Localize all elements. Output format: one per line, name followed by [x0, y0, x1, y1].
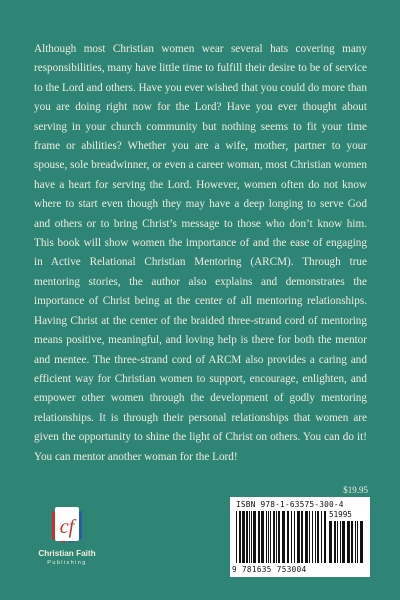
barcode-bar [258, 511, 260, 563]
barcode-bar [315, 511, 316, 563]
barcode-bar [337, 521, 338, 563]
barcode-bar [294, 511, 295, 563]
barcode-bar [317, 511, 319, 563]
barcode-bar [329, 521, 332, 563]
barcode-bar [357, 521, 358, 563]
ean-digits: 9 781635 753004 [232, 565, 307, 574]
barcode-bar [287, 511, 289, 563]
barcode-bar [239, 511, 241, 563]
barcode-bar [309, 511, 310, 563]
publisher-name: Christian Faith [38, 549, 96, 558]
barcode-bar [236, 511, 237, 563]
barcode-bar [282, 511, 285, 563]
price-code: 51995 [329, 510, 352, 519]
barcode-bar [266, 511, 267, 563]
barcode-bar [278, 511, 280, 563]
barcode-bar [251, 511, 252, 563]
barcode-bar [276, 511, 277, 563]
barcode-bar [270, 511, 271, 563]
barcode-bar [291, 511, 292, 563]
barcode-bar [355, 521, 356, 563]
barcode-bar [340, 521, 341, 563]
isbn-barcode [230, 497, 370, 577]
logo-letters: cf [59, 516, 75, 538]
barcode-bar [360, 521, 363, 563]
cf-monogram-icon [48, 505, 86, 547]
publisher-sub: Publishing [47, 560, 87, 566]
barcode-bar [351, 521, 353, 563]
barcode-bar [312, 511, 313, 563]
barcode-bar [324, 511, 326, 563]
barcode-bar [253, 511, 256, 563]
barcode-bar [273, 511, 275, 563]
barcode-bar [268, 511, 269, 563]
price-barcode-bars [329, 521, 365, 563]
ean-barcode-bars [236, 511, 326, 563]
barcode-bar [301, 511, 303, 563]
barcode-bar [305, 511, 308, 563]
barcode-bar [242, 511, 245, 563]
back-cover-blurb: Although most Christian women wear several hats covering many responsibilities, many have little time to fulfill their desire to be of service to the Lord and others. Have you ever wished that you could do more than you are doing right now for the Lord? Have you ever thought about serving in your church community but nothing seems to fit your time frame or abilities? Whether you are a wife, mother, partner to your spouse, sole breadwinner, or even a career woman, most Christian women have a heart for serving the Lord. However, women often do not know where to start even though they may have a deep longing to serve God and others or to bring Christ’s message to those who don’t know him. This book will show women the importance of and the ease of engaging in Active Relational Christian Mentoring (ARCM). Through true mentoring stories, the author also explains and demonstrates the importance of Christ being at the center of all mentoring relationships. Having Christ at the center of the braided three-strand cord of mentoring means positive, meaningful, and loving help is there for both the mentor and mentee. The three-strand cord of ARCM also provides a caring and efficient way for Christian women to support, encourage, enlighten, and empower other women through the development of godly mentoring relationships. It is through their personal relationships that women are given the opportunity to shine the light of Christ on others. You can do it! You can mentor another woman for the Lord! [34, 43, 367, 463]
barcode-bar [246, 511, 248, 563]
barcode-bar [261, 511, 264, 563]
publisher-logo [30, 505, 100, 575]
barcode-bar [249, 511, 250, 563]
isbn-number: ISBN 978-1-63575-300-4 [236, 500, 344, 509]
price-label: $19.95 [343, 485, 368, 495]
barcode-bar [334, 521, 336, 563]
barcode-bar [321, 511, 322, 563]
barcode-bar [347, 521, 350, 563]
barcode-bar [342, 521, 345, 563]
barcode-bar [297, 511, 300, 563]
